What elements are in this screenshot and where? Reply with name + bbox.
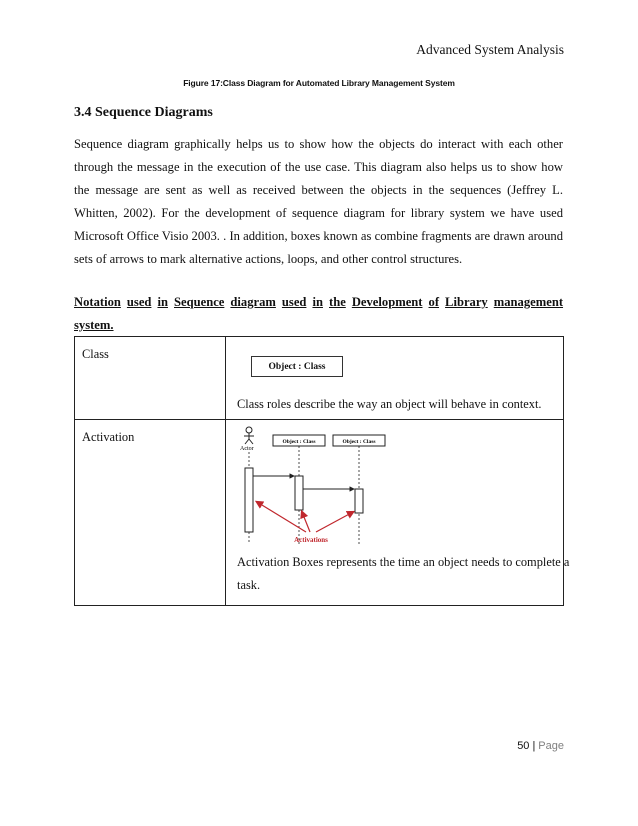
lifeline-label: Object : Class [342, 439, 376, 445]
page-footer [517, 740, 564, 752]
notation-word: Sequence [174, 295, 225, 309]
table-row [75, 337, 564, 420]
notation-word: in [312, 295, 323, 309]
notation-table [74, 336, 570, 606]
footer-separator: | [532, 740, 536, 752]
class-description: Class roles describe the way an object will behave in context. [237, 397, 542, 411]
figure-caption: Figure 17:Class Diagram for Automated Library Management System [183, 78, 455, 88]
notation-name-cell: Class [75, 337, 226, 420]
activation-diagram [236, 426, 386, 551]
annotation-arrow [302, 512, 310, 532]
notation-word: Library [445, 295, 488, 309]
activations-annotation: Activations [294, 536, 328, 544]
notation-figure-cell [226, 337, 564, 420]
table-row [75, 420, 564, 606]
activation-box [245, 468, 253, 532]
notation-word: the [329, 295, 346, 309]
notation-word: diagram [230, 295, 276, 309]
notation-name-cell: Activation [75, 420, 226, 606]
notation-heading [74, 291, 563, 337]
page-number: 50 [517, 740, 530, 752]
activation-box [355, 489, 363, 513]
notation-word: used [281, 295, 307, 309]
notation-word: management [493, 295, 564, 309]
section-title: 3.4 Sequence Diagrams [74, 105, 213, 120]
annotation-arrow [316, 512, 353, 532]
notation-word: system. [74, 318, 114, 332]
page-label: Page [538, 740, 564, 752]
notation-word: in [157, 295, 168, 309]
lifeline-label: Object : Class [282, 439, 316, 445]
actor-icon [244, 427, 254, 444]
section-paragraph: Sequence diagram graphically helps us to show how the objects do interact with each other through the message in the execution of the use case. This diagram also helps us to show how the message are sent as well as received between the objects in the sequences (Jeffrey L. Whitten, 2002). For the development of sequence diagram for library system we have used Microsoft Office Visio 2003. . In addition, boxes known as combine fragments are drawn around sets of arrows to mark alternative actions, loops, and other control structures. [74, 137, 563, 266]
notation-word: Notation [74, 295, 121, 309]
actor-label: Actor [240, 446, 254, 452]
class-object-box: Object : Class [251, 356, 343, 377]
notation-word: of [428, 295, 440, 309]
running-header: Advanced System Analysis [416, 42, 564, 57]
activation-box [295, 476, 303, 510]
notation-word: Development [351, 295, 423, 309]
notation-word: used [126, 295, 152, 309]
notation-figure-cell [226, 420, 570, 606]
activation-description: Activation Boxes represents the time an object needs to complete a task. [237, 555, 570, 592]
